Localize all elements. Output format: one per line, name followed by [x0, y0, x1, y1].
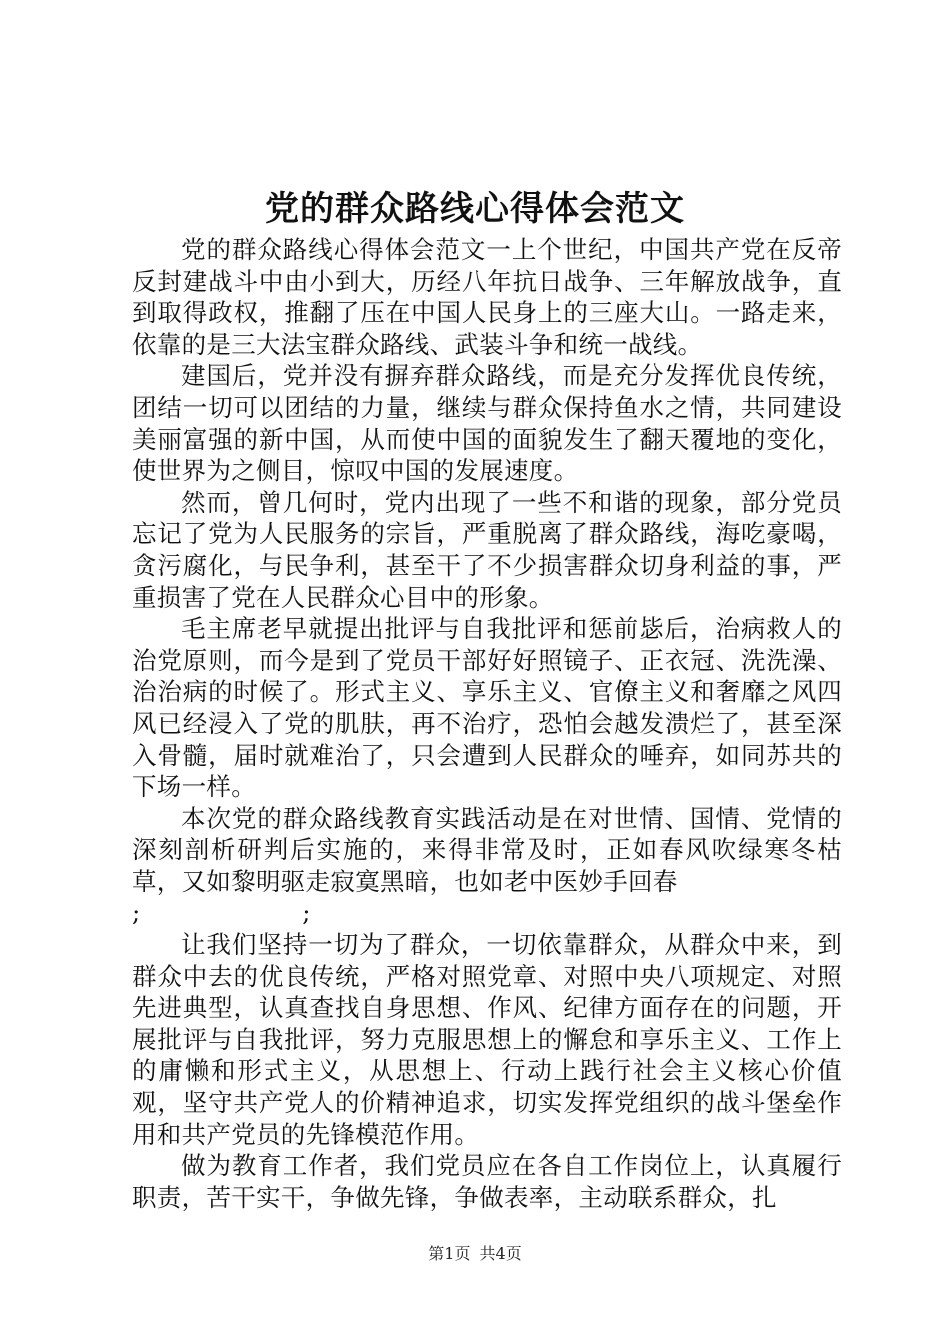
- page-number: 第1页: [428, 1244, 471, 1263]
- document-title: 党的群众路线心得体会范文: [265, 189, 685, 229]
- paragraph-5: [132, 803, 842, 929]
- paragraph-5-text: 本次党的群众路线教育实践活动是在对世情、国情、党情的深刻剖析研判后实施的，来得非常及时，正如春风吹绿寒冬枯草，又如黎明驱走寂寞黑暗，也如老中医妙手回春: [132, 803, 842, 896]
- paragraph-7: 做为教育工作者，我们党员应在各自工作岗位上，认真履行职责，苦干实干，争做先锋，争做表率，主动联系群众，扎: [132, 1151, 842, 1212]
- document-body: [132, 234, 842, 1213]
- paragraph-6: 让我们坚持一切为了群众，一切依靠群众，从群众中来，到群众中去的优良传统，严格对照党章、对照中央八项规定、对照先进典型，认真查找自身思想、作风、纪律方面存在的问题，开展批评与自我批评，努力克服思想上的懈怠和享乐主义、工作上的庸懒和形式主义，从思想上、行动上践行社会主义核心价值观，坚守共产党人的价精神追求，切实发挥党组织的战斗堡垒作用和共产党员的先锋模范作用。: [132, 930, 842, 1149]
- stray-semicolons: ; ;: [132, 898, 311, 928]
- paragraph-3: 然而，曾几何时，党内出现了一些不和谐的现象，部分党员忘记了党为人民服务的宗旨，严重脱离了群众路线，海吃豪喝，贪污腐化，与民争利，甚至干了不少损害群众切身利益的事，严重损害了党在人民群众心目中的形象。: [132, 487, 842, 612]
- page-footer: [0, 1244, 950, 1264]
- page-total: 共4页: [479, 1244, 522, 1263]
- paragraph-1: 党的群众路线心得体会范文一上个世纪，中国共产党在反帝反封建战斗中由小到大，历经八年抗日战争、三年解放战争，直到取得政权，推翻了压在中国人民身上的三座大山。一路走来，依靠的是三大法宝群众路线、武装斗争和统一战线。: [132, 235, 842, 359]
- paragraph-4: 毛主席老早就提出批评与自我批评和惩前毖后，治病救人的治党原则，而今是到了党员干部好好照镜子、正衣冠、洗洗澡、治治病的时候了。形式主义、享乐主义、官僚主义和奢靡之风四风已经浸入了党的肌肤，再不治疗，恐怕会越发溃烂了，甚至深入骨髓，届时就难治了，只会遭到人民群众的唾弃，如同苏共的下场一样。: [132, 614, 842, 802]
- paragraph-2: 建国后，党并没有摒弃群众路线，而是充分发挥优良传统，团结一切可以团结的力量，继续与群众保持鱼水之情，共同建设美丽富强的新中国，从而使中国的面貌发生了翻天覆地的变化，使世界为之侧目，惊叹中国的发展速度。: [132, 361, 842, 486]
